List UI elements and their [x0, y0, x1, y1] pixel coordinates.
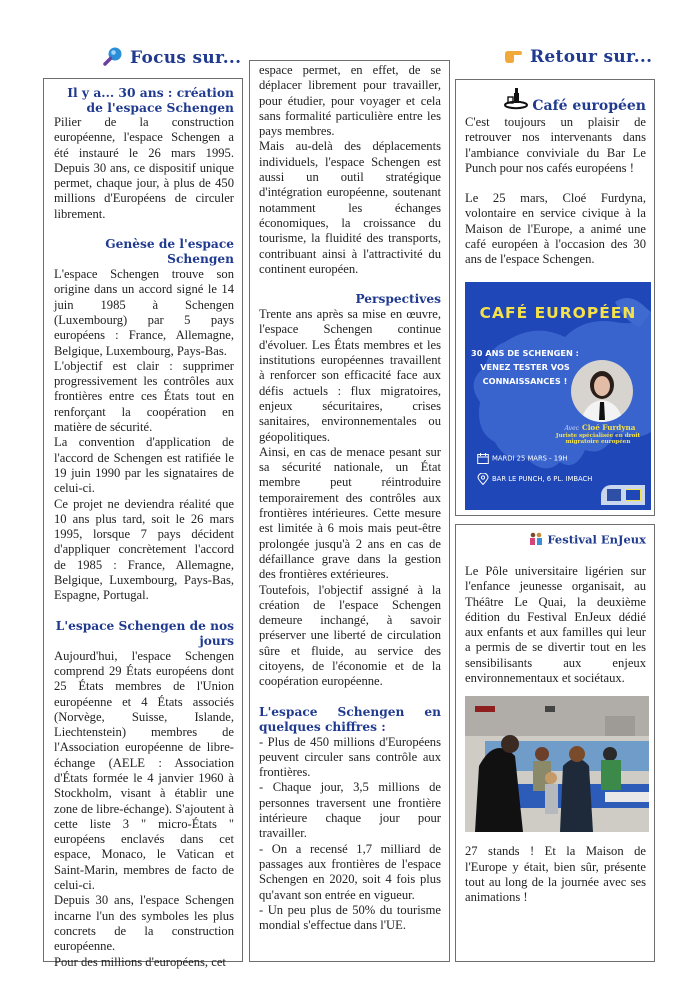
perspectives-heading: Perspectives — [355, 292, 441, 307]
poster-role-line: migratoire européen — [565, 439, 631, 446]
poster-speaker-name: Cloé Furdyna — [581, 422, 636, 432]
chiffre-item: - On a recensé 1,7 milliard de passages aux frontières de l'espace Schengen en 2020, soit 4 fois plus qu'avant son entrée en vigueur. — [259, 841, 441, 902]
genese-paragraph: Ce projet ne deviendra réalité que 10 ans plus tard, soit le 26 mars 1995, lorsque 7 pays décident d'appliquer concrètement l'accord de 1985 : France, Allemagne, Belgique, Luxembourg, Pays-Bas, Espagne, Portugal. — [54, 496, 234, 603]
wine-tray-icon — [503, 86, 529, 115]
maison-europe-logo — [607, 489, 621, 501]
chiffre-item: - Chaque jour, 3,5 millions de personnes traversent une frontière intérieure chaque jour pour travailler. — [259, 780, 441, 841]
poster-place — [477, 473, 592, 485]
festival-heading — [465, 532, 646, 549]
poster-subtitle-line: VENEZ TESTER VOS — [480, 361, 570, 372]
calendar-icon — [477, 453, 489, 464]
cafe-europeen-poster — [465, 282, 651, 510]
location-pin-icon — [477, 473, 489, 485]
cafe-heading-text: Café européen — [532, 98, 646, 114]
perspectives-paragraph: Ainsi, en cas de menace pesant sur sa sécurité nationale, un État membre peut réintroduire temporairement des contrôles aux frontières intérieures. Cette mesure est limitée à 6 mois mais peut-être prolongée jusqu'à 2 ans en cas de défaillance grave dans la gestion des frontières extérieures. — [259, 444, 441, 582]
festival-heading-text: Festival EnJeux — [547, 532, 646, 547]
chiffres-list — [259, 735, 441, 934]
focus-title-text: Focus sur... — [130, 48, 242, 68]
article-heading: Il y a... 30 ans : création de l'espace Schengen — [67, 85, 234, 115]
partner-logos — [601, 485, 645, 505]
eu-flag-logo — [625, 489, 641, 501]
chiffre-item: - Plus de 450 millions d'Européens peuvent circuler sans contrôle aux frontières. — [259, 734, 441, 780]
focus-article-box-2 — [249, 60, 450, 962]
genese-heading: Genèse de l'espace Schengen — [105, 237, 234, 267]
chiffres-heading: L'espace Schengen en quelques chiffres : — [259, 704, 441, 734]
focus-article-box-1 — [43, 78, 243, 969]
genese-paragraph: L'espace Schengen trouve son origine dans un accord signé le 14 juin 1985 à Schengen (Luxembourg) par 5 pays européens : France, Allemagne, Belgique, Luxembourg, Pays-Bas. — [54, 267, 234, 358]
festival-photo — [465, 696, 649, 832]
poster-date — [477, 453, 568, 464]
poster-subtitle-line: 30 ANS DE SCHENGEN : — [471, 347, 579, 358]
festival-enjeux-box — [455, 524, 655, 962]
pointing-hand-icon — [503, 46, 523, 69]
jours-paragraph: Aujourd'hui, l'espace Schengen comprend 29 États européens dont 25 États membres de l'Union européenne et 4 États associés (Norvège, Suisse, Islande, Liechtenstein) membres de l'Association européenne de libre-échange (AELE : Association d'États formée le 4 janvier 1960 à Stockholm, visant à établir une zone de libre-échange). S'ajoutent à cette liste 3 " micro-États " européens enclavés dans cet espace, Monaco, le Vatican et Saint-Marin, membres de facto de celui-ci. — [54, 648, 234, 893]
poster-role-line: Juriste spécialisée en droit — [555, 432, 641, 439]
festival-paragraph: Le Pôle universitaire ligérien sur l'enfance jeunesse organisait, au Théâtre Le Quai, la deuxième édition du Festival EnJeux dédié aux enfants et aux familles qui leur a permis de se divertir tout en les sensibilisants aux enjeux environnementaux et sociétaux. — [465, 564, 646, 686]
retour-title-text: Retour sur... — [530, 47, 653, 67]
jours-paragraph: Depuis 30 ans, l'espace Schengen incarne l'un des symboles les plus concrets de la construction européenne. — [54, 893, 234, 954]
poster-speaker-role — [545, 433, 651, 446]
article-paragraph: espace permet, en effet, de se déplacer librement pour travailler, pour étudier, pour voyager et cela sans formalité particulière entre les pays membres. — [259, 63, 441, 139]
article-paragraph: Mais au-delà des déplacements individuels, l'espace Schengen est aussi un outil stratégique d'intégration européenne, soutenant notamment les échanges économiques, la croissance du tourisme, la fluidité des transports, contribuant ainsi à l'attractivité du continent européen. — [259, 139, 441, 276]
magnifier-icon — [103, 46, 123, 71]
poster-subtitle — [465, 346, 585, 388]
poster-speaker — [549, 424, 651, 433]
cafe-paragraph: C'est toujours un plaisir de retrouver nos intervenants dans l'ambiance conviviale du Bar Le Punch pour nos cafés européens ! — [465, 115, 646, 175]
retour-section-title — [503, 46, 652, 69]
chiffre-item: - Un peu plus de 50% du tourisme mondial s'effectue dans l'UE. — [259, 902, 441, 933]
cafe-paragraph: Le 25 mars, Cloé Furdyna, volontaire en service civique à la Maison de l'Europe, a animé une café européen à l'occasion des 30 ans de l'espace Schengen. — [465, 191, 646, 267]
poster-place-text: BAR LE PUNCH, 6 PL. IMBACH — [492, 474, 593, 483]
speaker-photo — [571, 360, 633, 422]
focus-section-title — [103, 46, 241, 71]
festival-caption: 27 stands ! Et la Maison de l'Europe y était, bien sûr, présente tout au long de la journée avec ses animations ! — [465, 844, 646, 905]
perspectives-paragraph: Toutefois, l'objectif assigné à la création de l'espace Schengen demeure inchangé, à savoir préserver une liberté de circulation sûre et fluide, au service des citoyens, de l'économie et de la coopération européenne. — [259, 582, 441, 689]
perspectives-paragraph: Trente ans après sa mise en œuvre, l'espace Schengen continue d'évoluer. Les États membres et les institutions européennes travaillent à renforcer son efficacité face aux défis actuels : flux migratoires, enjeux sécuritaires, crises sanitaires, environnementales ou géopolitiques. — [259, 307, 441, 444]
poster-speaker-prefix: Avec — [564, 424, 579, 432]
poster-title: CAFÉ EUROPÉEN — [479, 303, 637, 322]
article-intro: Pilier de la construction européenne, l'espace Schengen a été instauré le 26 mars 1995. Depuis 30 ans, ce dispositif unique permet, chaque jour, à plus de 450 millions d'Européens de circuler librement. — [54, 115, 234, 221]
genese-paragraph: L'objectif est clair : supprimer progressivement les contrôles aux frontières entre ces États tout en renforçant la coopération en matière de sécurité. — [54, 358, 234, 435]
family-icon — [529, 532, 543, 549]
jours-heading: L'espace Schengen de nos jours — [55, 618, 234, 648]
cafe-europeen-box — [455, 79, 655, 516]
cafe-heading — [465, 86, 646, 115]
poster-date-text: MARDI 25 MARS - 19H — [492, 454, 568, 463]
poster-subtitle-line: CONNAISSANCES ! — [482, 375, 568, 386]
jours-paragraph: Pour des millions d'européens, cet — [54, 954, 226, 969]
genese-paragraph: La convention d'application de l'accord de Schengen est ratifiée le 19 juin 1990 par les signataires de celui-ci. — [54, 435, 234, 496]
